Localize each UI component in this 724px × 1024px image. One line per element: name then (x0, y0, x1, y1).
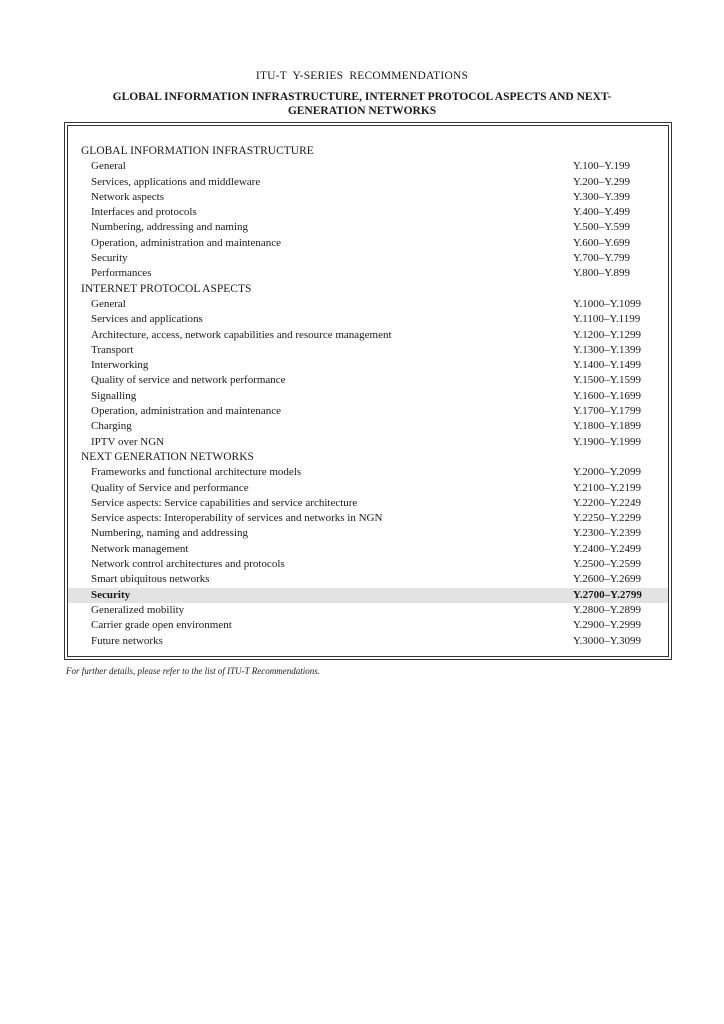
table-row (68, 496, 668, 511)
recommendation-range: Y.100–Y.199 (573, 160, 631, 173)
recommendations-table-frame (64, 122, 672, 660)
table-row (68, 312, 668, 327)
recommendation-range: Y.1100–Y.1199 (573, 313, 641, 326)
recommendation-range: Y.2250–Y.2299 (573, 512, 642, 525)
row-label: Operation, administration and maintenance (91, 405, 281, 418)
table-row (68, 404, 668, 419)
recommendation-range: Y.500–Y.599 (573, 221, 631, 234)
row-label: Service aspects: Service capabilities and service architecture (91, 496, 358, 509)
row-label: Frameworks and functional architecture models (91, 466, 302, 479)
recommendation-range: Y.2500–Y.2599 (573, 558, 642, 571)
row-label: General (91, 297, 126, 310)
row-label: Generalized mobility (91, 603, 185, 616)
row-label: Interworking (91, 359, 149, 372)
table-row (68, 542, 668, 557)
row-label: Performances (91, 267, 152, 280)
row-label: Smart ubiquitous networks (91, 573, 210, 586)
section-label: INTERNET PROTOCOL ASPECTS (81, 282, 252, 295)
recommendation-range: Y.2600–Y.2699 (573, 573, 642, 586)
table-row (68, 634, 668, 649)
recommendation-range: Y.1700–Y.1799 (573, 405, 642, 418)
row-label: Charging (91, 420, 132, 433)
row-label: Quality of Service and performance (91, 481, 249, 494)
recommendation-range: Y.2100–Y.2199 (573, 481, 642, 494)
recommendation-range: Y.1600–Y.1699 (573, 389, 642, 402)
table-row (68, 358, 668, 373)
recommendation-range: Y.2700–Y.2799 (573, 588, 642, 601)
recommendation-range: Y.1800–Y.1899 (573, 420, 642, 433)
row-label: Services and applications (91, 313, 203, 326)
row-label: Architecture, access, network capabilities and resource management (91, 328, 392, 341)
table-row (68, 557, 668, 572)
recommendation-range: Y.1300–Y.1399 (573, 343, 642, 356)
row-label: Network aspects (91, 190, 165, 203)
row-label: General (91, 160, 126, 173)
section-heading-row (68, 144, 668, 159)
table-row (68, 175, 668, 190)
table-row (68, 190, 668, 205)
table-row (68, 526, 668, 541)
recommendation-range: Y.1500–Y.1599 (573, 374, 642, 387)
page-title: GLOBAL INFORMATION INFRASTRUCTURE, INTERNET PROTOCOL ASPECTS AND NEXT-GENERATION NETWORKS (112, 91, 612, 117)
row-label: Network management (91, 542, 189, 555)
recommendation-range: Y.3000–Y.3099 (573, 634, 642, 647)
recommendation-range: Y.600–Y.699 (573, 236, 631, 249)
recommendation-range: Y.700–Y.799 (573, 252, 631, 265)
series-heading: ITU-T Y-SERIES RECOMMENDATIONS (255, 70, 469, 82)
recommendation-range: Y.1200–Y.1299 (573, 328, 642, 341)
recommendation-range: Y.1900–Y.1999 (573, 435, 642, 448)
table-row (68, 328, 668, 343)
table-rows (68, 144, 668, 649)
table-row (68, 373, 668, 388)
table-row (68, 236, 668, 251)
row-label: Network control architectures and protocols (91, 558, 285, 571)
table-row (68, 343, 668, 358)
row-label: Security (91, 588, 131, 601)
recommendation-range: Y.1000–Y.1099 (573, 297, 642, 310)
recommendation-range: Y.2300–Y.2399 (573, 527, 642, 540)
row-label: Quality of service and network performance (91, 374, 286, 387)
row-label: Numbering, addressing and naming (91, 221, 249, 234)
recommendations-table (67, 125, 669, 657)
row-label: Numbering, naming and addressing (91, 527, 249, 540)
row-label: Security (91, 252, 128, 265)
table-row (68, 159, 668, 174)
recommendation-range: Y.300–Y.399 (573, 190, 631, 203)
recommendation-range: Y.400–Y.499 (573, 206, 631, 219)
row-label: Carrier grade open environment (91, 619, 232, 632)
row-label: Interfaces and protocols (91, 206, 197, 219)
table-row (68, 419, 668, 434)
table-row (68, 205, 668, 220)
row-label: Service aspects: Interoperability of services and networks in NGN (91, 512, 383, 525)
table-row (68, 618, 668, 633)
table-row (68, 389, 668, 404)
row-label: Future networks (91, 634, 163, 647)
recommendation-range: Y.1400–Y.1499 (573, 359, 642, 372)
table-row (68, 511, 668, 526)
table-row (68, 435, 668, 450)
row-label: Services, applications and middleware (91, 175, 261, 188)
recommendation-range: Y.2200–Y.2249 (573, 496, 642, 509)
footnote: For further details, please refer to the list of ITU-T Recommendations. (66, 666, 320, 676)
section-heading-row (68, 282, 668, 297)
row-label: Operation, administration and maintenance (91, 236, 281, 249)
section-label: NEXT GENERATION NETWORKS (81, 450, 254, 463)
table-row (68, 572, 668, 587)
table-row (68, 220, 668, 235)
row-label: Signalling (91, 389, 137, 402)
row-label: IPTV over NGN (91, 435, 165, 448)
recommendation-range: Y.2900–Y.2999 (573, 619, 642, 632)
table-row (68, 603, 668, 618)
recommendation-range: Y.2800–Y.2899 (573, 603, 642, 616)
recommendation-range: Y.2400–Y.2499 (573, 542, 642, 555)
table-row (68, 297, 668, 312)
table-row (68, 588, 668, 603)
table-row (68, 266, 668, 281)
section-heading-row (68, 450, 668, 465)
table-row (68, 481, 668, 496)
recommendation-range: Y.2000–Y.2099 (573, 466, 642, 479)
table-row (68, 465, 668, 480)
recommendation-range: Y.800–Y.899 (573, 267, 631, 280)
recommendation-range: Y.200–Y.299 (573, 175, 631, 188)
row-label: Transport (91, 343, 134, 356)
table-row (68, 251, 668, 266)
section-label: GLOBAL INFORMATION INFRASTRUCTURE (81, 145, 314, 157)
